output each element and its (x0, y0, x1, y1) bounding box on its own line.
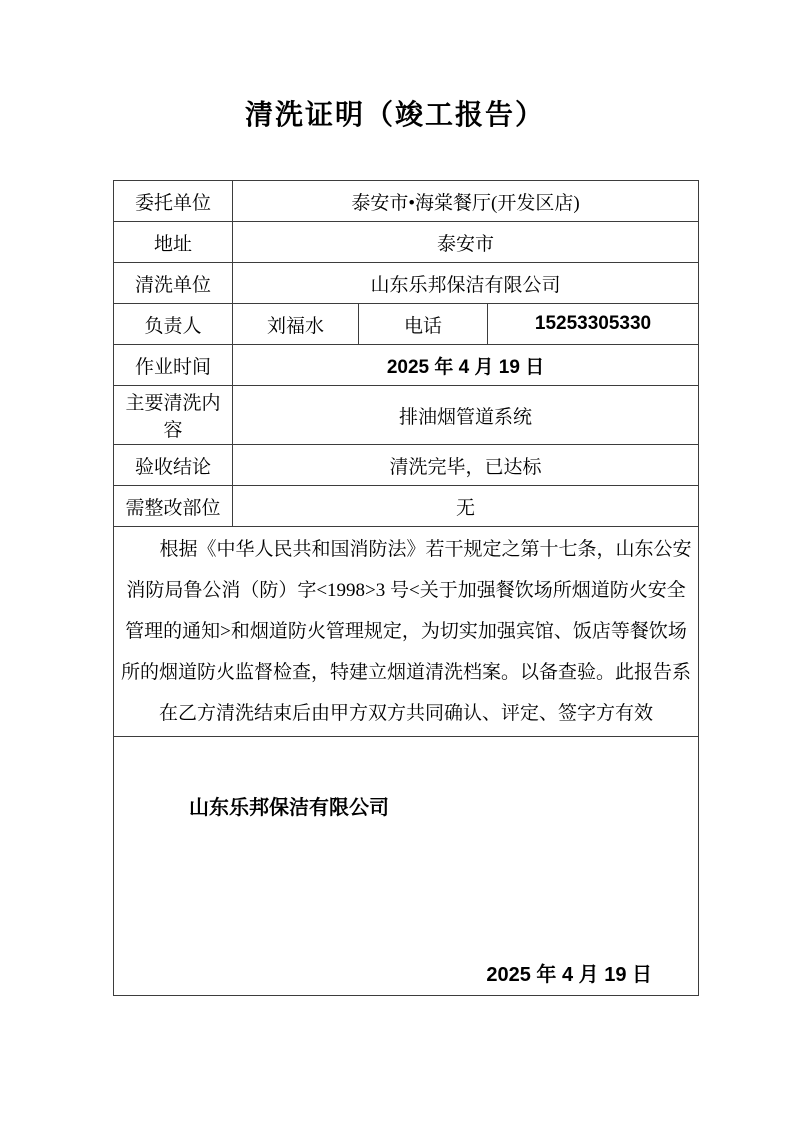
table-row-work-time (114, 345, 699, 386)
address-value: 泰安市 (233, 222, 699, 263)
manager-label: 负责人 (114, 304, 233, 345)
rectify-value: 无 (233, 486, 699, 527)
phone-label: 电话 (359, 304, 488, 345)
table-row-entrust (114, 181, 699, 222)
content-value: 排油烟管道系统 (233, 386, 699, 445)
table-row-rectify (114, 486, 699, 527)
table-row-cleaner (114, 263, 699, 304)
table-row-signature (114, 737, 699, 996)
cleaner-label: 清洗单位 (114, 263, 233, 304)
address-label: 地址 (114, 222, 233, 263)
phone-value: 15253305330 (488, 304, 699, 345)
conclusion-value: 清洗完毕，已达标 (233, 445, 699, 486)
conclusion-label: 验收结论 (114, 445, 233, 486)
entrust-label: 委托单位 (114, 181, 233, 222)
document-title: 清洗证明（竣工报告） (244, 100, 545, 131)
work-time-value: 2025 年 4 月 19 日 (233, 345, 699, 386)
cleaner-value: 山东乐邦保洁有限公司 (233, 263, 699, 304)
regulation-notes: 根据《中华人民共和国消防法》若干规定之第十七条，山东公安消防局鲁公消（防）字<1998>3 号<关于加强餐饮场所烟道防火安全管理的通知>和烟道防火管理规定，为切实加强宾馆、饭店等餐饮场所的烟道防火监督检查，特建立烟道清洗档案。以备查验。此报告系在乙方清洗结束后由甲方双方共同确认、评定、签字方有效 (114, 527, 699, 737)
table-row-content (114, 386, 699, 445)
report-table (113, 180, 699, 996)
content-label: 主要清洗内容 (114, 386, 233, 445)
table-row-address (114, 222, 699, 263)
rectify-label: 需整改部位 (114, 486, 233, 527)
work-time-label: 作业时间 (114, 345, 233, 386)
signature-company-name: 山东乐邦保洁有限公司 (189, 797, 389, 819)
manager-value: 刘福水 (233, 304, 359, 345)
table-row-notes (114, 527, 699, 737)
table-row-conclusion (114, 445, 699, 486)
signature-date: 2025 年 4 月 19 日 (486, 964, 653, 986)
signature-box (118, 739, 694, 993)
entrust-value: 泰安市•海棠餐厅(开发区店) (233, 181, 699, 222)
table-row-manager (114, 304, 699, 345)
signature-cell (114, 737, 699, 996)
